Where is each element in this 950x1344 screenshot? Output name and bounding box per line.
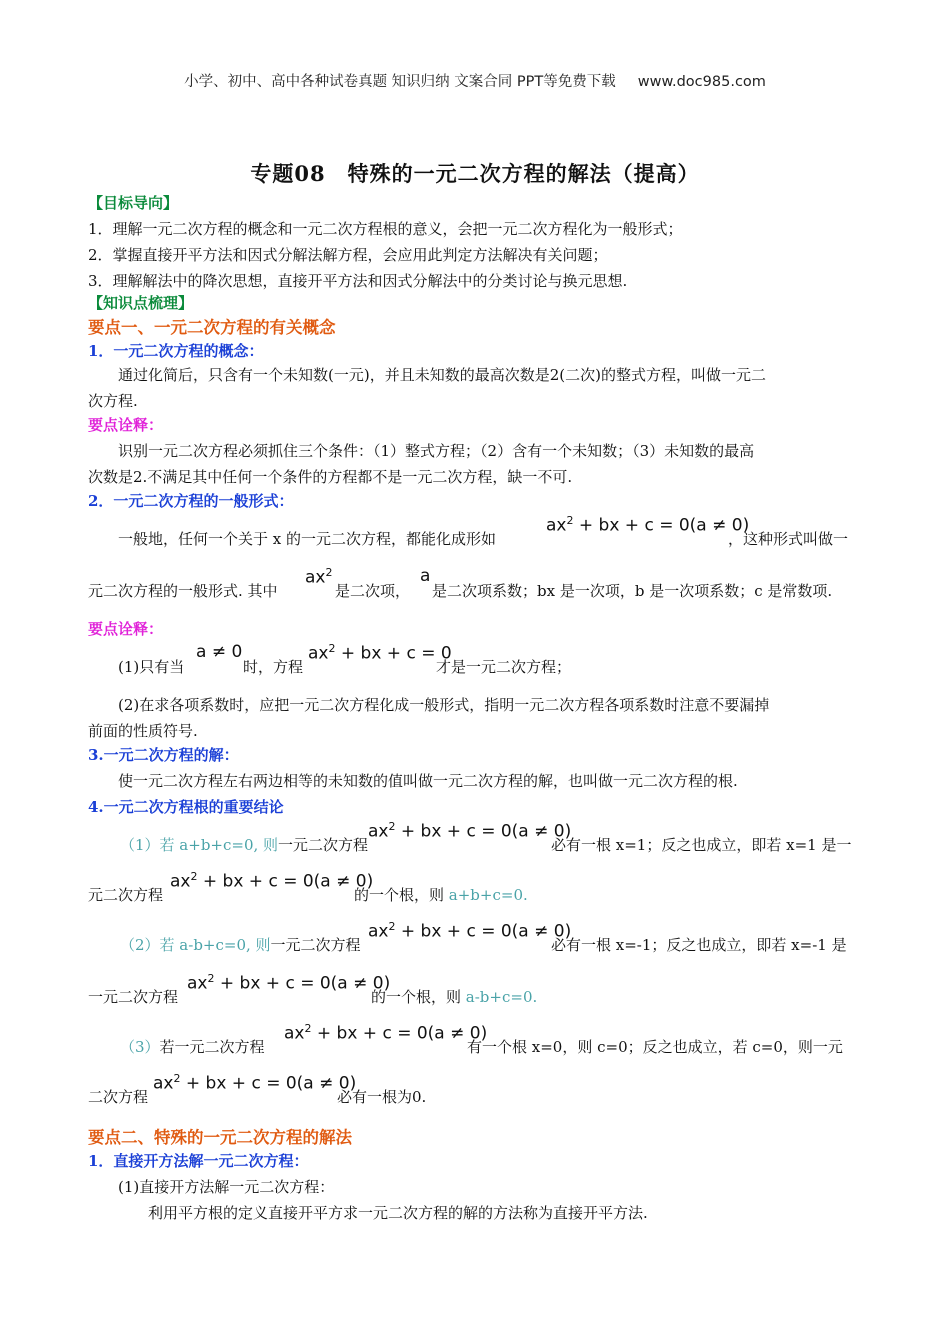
conclusion-text: 有一个根 x=0，则 c=0；反之也成立，若 c=0，则一元 [467,1038,843,1056]
conclusion-line [371,986,537,1007]
note-heading: 要点诠释： [88,416,164,434]
paragraph-line: 才是一元二次方程； [436,658,572,676]
conclusion-condition: a+b+c=0. [448,886,528,904]
math-formula: $ax^2$ + bx + c = 0(a ≠ 0) [368,920,572,942]
math-formula: $ax^2$ + bx + c = 0(a ≠ 0) [368,820,572,842]
math-formula: a ≠ 0 [196,642,243,662]
page-title: 专题08 特殊的一元二次方程的解法（提高） [250,161,700,186]
math-formula: $ax^2$ + bx + c = 0(a ≠ 0) [284,1022,488,1044]
math-formula: $ax^2$ + bx + c = 0 [308,642,452,664]
conclusion-line [354,884,528,905]
math-formula: $ax^2$ + bx + c = 0(a ≠ 0) [546,514,750,536]
math-formula: $ax^2$ + bx + c = 0(a ≠ 0) [153,1072,357,1094]
section-heading: 1．直接开方法解一元二次方程： [88,1152,309,1170]
note-heading: 要点诠释： [88,620,164,638]
conclusion-text: 必有一根 x=-1；反之也成立，即若 x=-1 是 [551,936,847,954]
conclusion-condition: （2）若 a-b+c=0, 则 [120,936,271,954]
math-formula: $ax^2$ + bx + c = 0(a ≠ 0) [170,870,374,892]
conclusion-text: 一元二次方程 [88,988,179,1006]
conclusion-text: 元二次方程 [88,886,164,904]
paragraph-line: 是二次项， [335,582,411,600]
conclusion-text: 必有一根 x=1；反之也成立，即若 x=1 是一 [551,836,852,854]
conclusion-condition: （3） [120,1038,160,1056]
paragraph-line: 识别一元二次方程必须抓住三个条件：（1）整式方程；（2）含有一个未知数；（3）未知数的最高 [118,442,755,460]
paragraph-line: (2)在求各项系数时，应把一元二次方程化成一般形式，指明一元二次方程各项系数时注意不要漏掉 [118,696,770,714]
paragraph-line: 前面的性质符号. [88,722,198,740]
conclusion-text: 的一个根，则 [371,988,462,1006]
paragraph-line: ，这种形式叫做一 [728,530,849,548]
math-formula: $ax^2$ [305,566,333,588]
header-text: 小学、初中、高中各种试卷真题 知识归纳 文案合同 PPT等免费下载 [184,74,616,90]
paragraph-line: 次方程. [88,392,138,410]
math-formula: $ax^2$ + bx + c = 0(a ≠ 0) [187,972,391,994]
section-heading: 1．一元二次方程的概念： [88,342,264,360]
knowledge-heading: 【知识点梳理】 [88,294,194,312]
conclusion-condition: a-b+c=0. [465,988,538,1006]
conclusion-text: 若一元二次方程 [159,1038,265,1056]
section-heading: 2．一元二次方程的一般形式： [88,492,294,510]
goals-heading: 【目标导向】 [88,194,179,212]
paragraph-line: 一般地，任何一个关于 x 的一元二次方程，都能化成形如 [118,530,496,548]
point1-heading: 要点一、一元二次方程的有关概念 [88,318,336,337]
paragraph-line: 元二次方程的一般形式. 其中 [88,582,278,600]
goal-item: 2．掌握直接开平方法和因式分解法解方程，会应用此判定方法解决有关问题； [88,246,608,264]
goal-item: 3．理解解法中的降次思想，直接开平方法和因式分解法中的分类讨论与换元思想. [88,272,628,290]
math-formula: a [420,566,431,586]
conclusion-line [120,934,361,955]
section-heading: 3.一元二次方程的解： [88,746,239,764]
paragraph-line: 利用平方根的定义直接开平方求一元二次方程的解的方法称为直接开平方法. [148,1204,648,1222]
paragraph-line: 时，方程 [243,658,304,676]
header-url[interactable]: www.doc985.com [637,74,766,90]
conclusion-condition: （1）若 a+b+c=0, 则 [120,836,279,854]
conclusion-text: 二次方程 [88,1088,149,1106]
conclusion-text: 一元二次方程 [278,836,369,854]
goal-item: 1．理解一元二次方程的概念和一元二次方程根的意义，会把一元二次方程化为一般形式； [88,220,683,238]
conclusion-line [120,1036,265,1057]
conclusion-text: 一元二次方程 [270,936,361,954]
paragraph-line: 通过化简后，只含有一个未知数(一元)，并且未知数的最高次数是2(二次)的整式方程，叫做一元二 [118,366,766,384]
conclusion-text: 的一个根，则 [354,886,445,904]
conclusion-line [120,834,368,855]
point2-heading: 要点二、特殊的一元二次方程的解法 [88,1128,352,1147]
conclusion-text: 必有一根为0. [337,1088,427,1106]
paragraph-line: (1)只有当 [118,658,185,676]
paragraph-line: 使一元二次方程左右两边相等的未知数的值叫做一元二次方程的解，也叫做一元二次方程的根. [118,772,738,790]
page-header [0,70,950,91]
section-heading: 4.一元二次方程根的重要结论 [88,798,284,816]
paragraph-line: (1)直接开方法解一元二次方程： [118,1178,335,1196]
paragraph-line: 次数是2.不满足其中任何一个条件的方程都不是一元二次方程，缺一不可. [88,468,573,486]
paragraph-line: 是二次项系数；bx 是一次项，b 是一次项系数；c 是常数项. [432,582,833,600]
